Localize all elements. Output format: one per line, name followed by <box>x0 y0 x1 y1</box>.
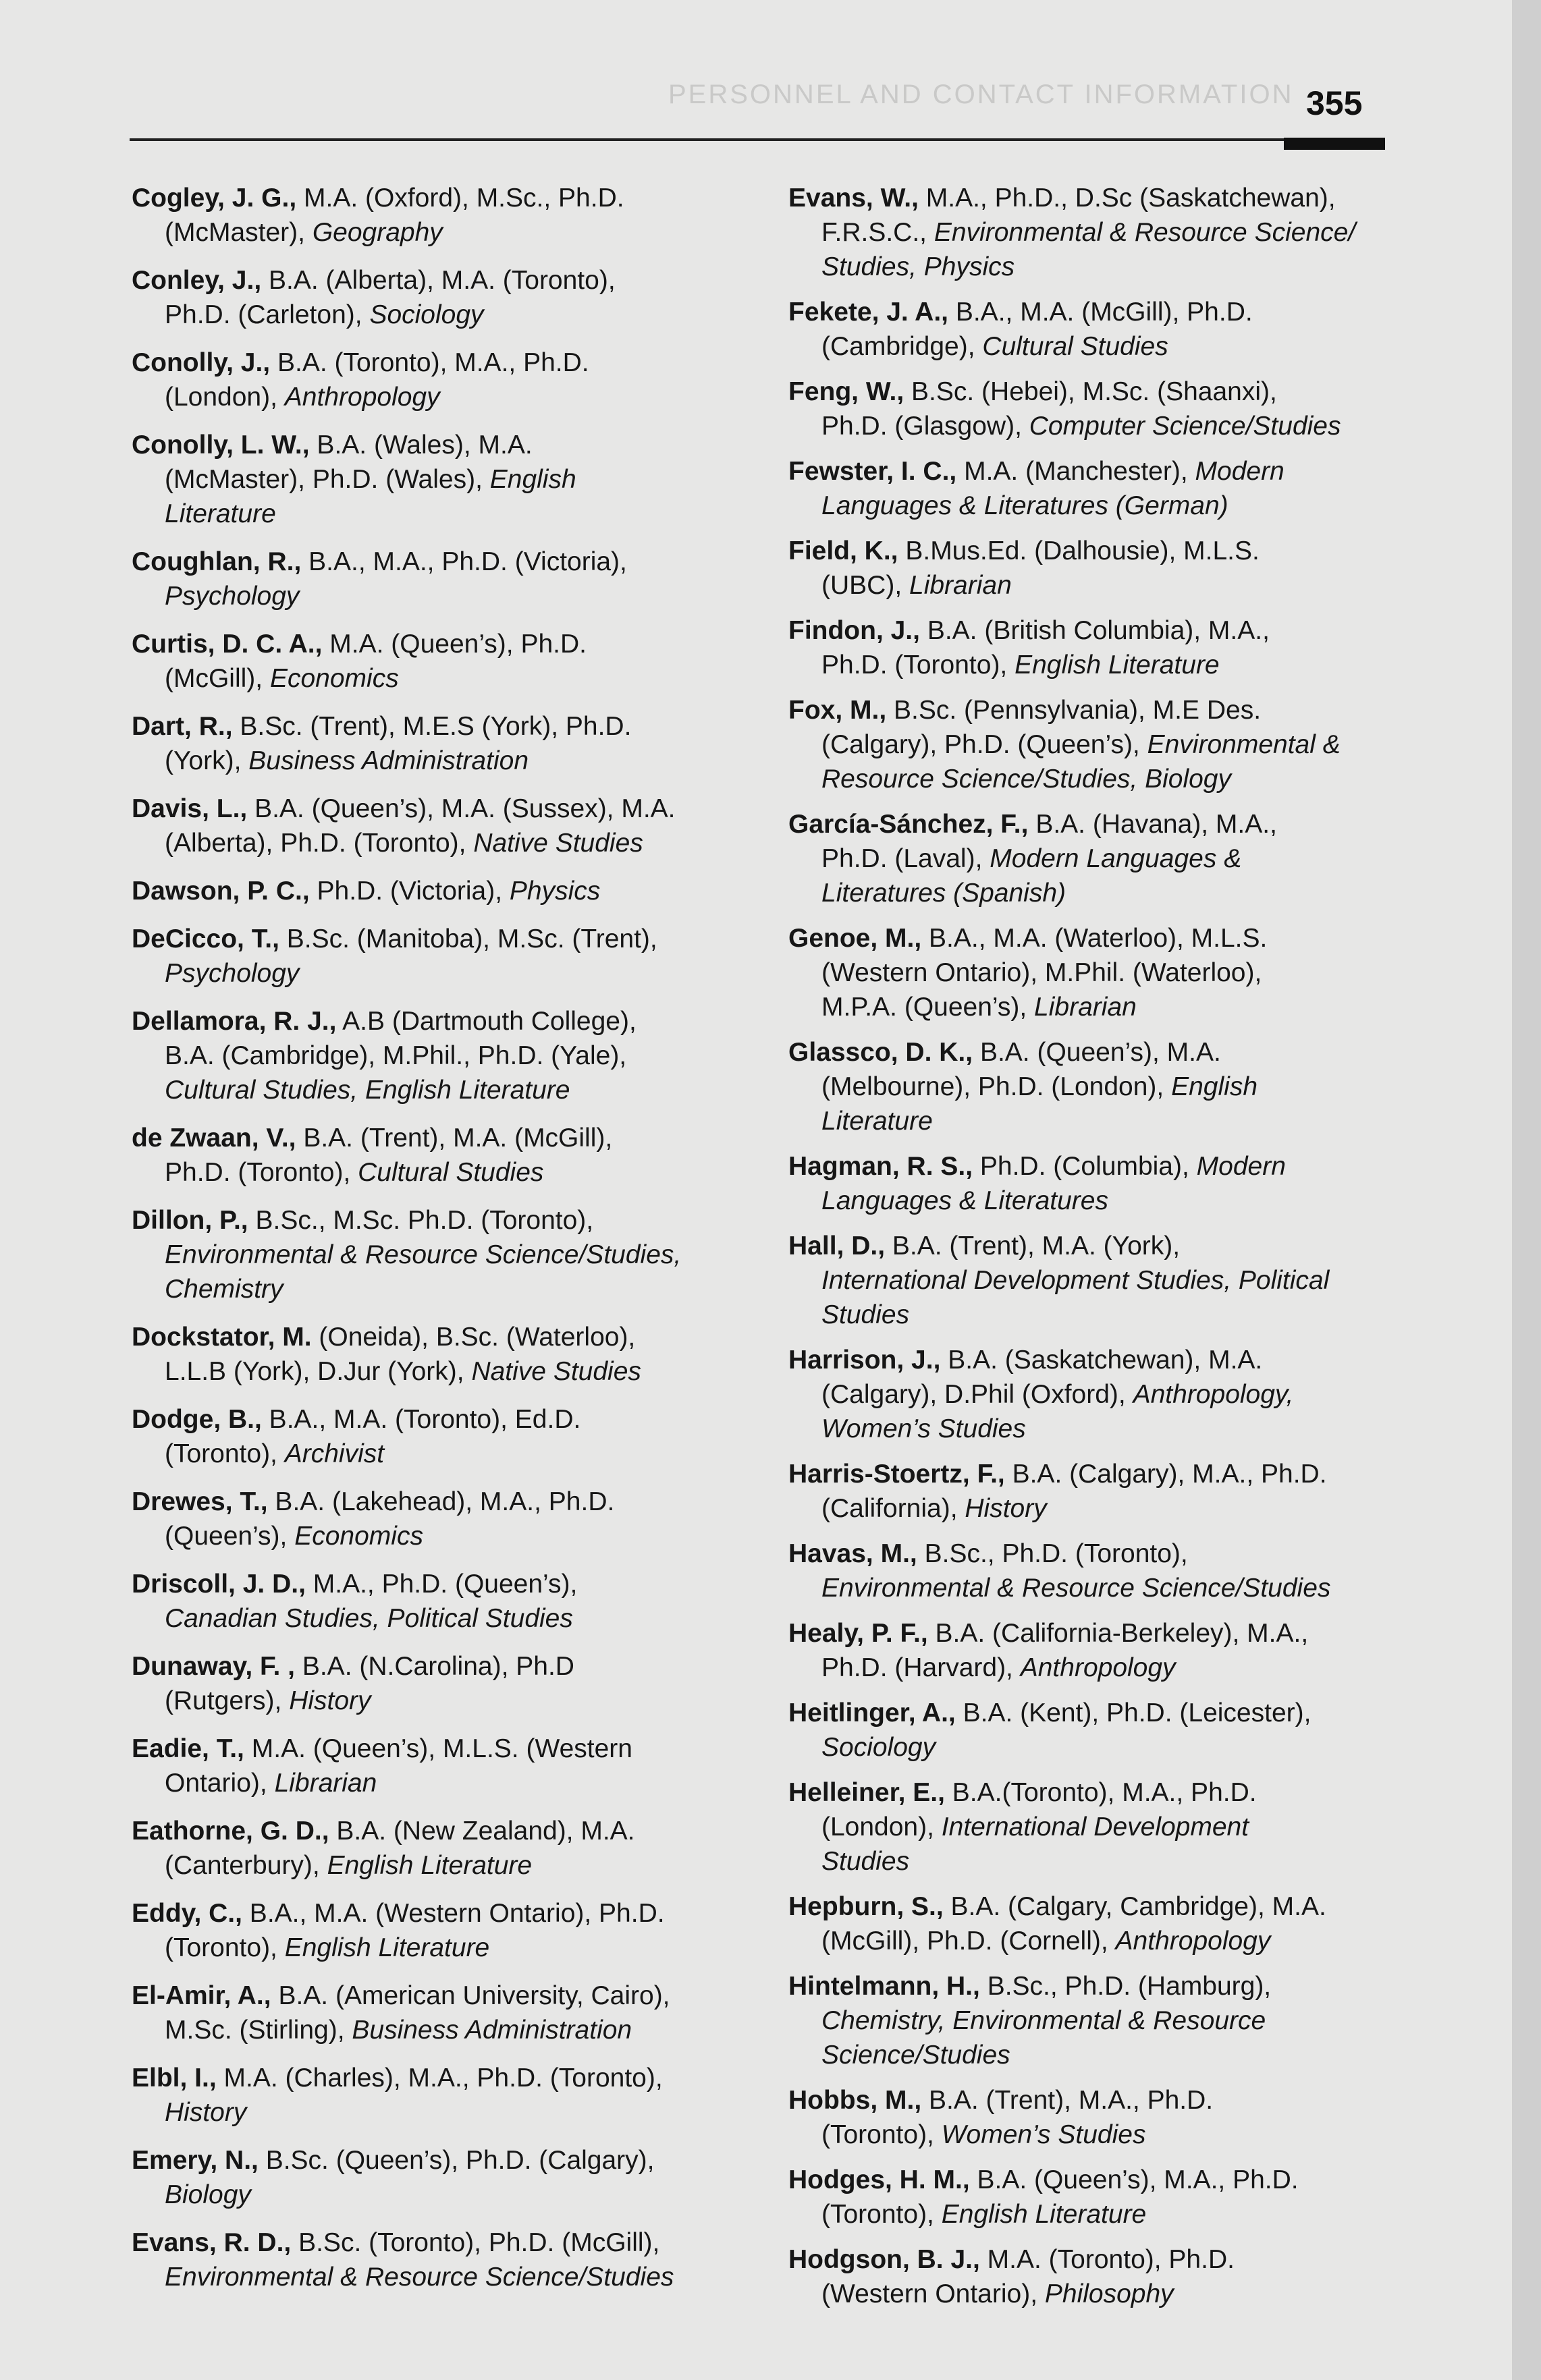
credentials: (Oneida), B.Sc. (Waterloo), L.L.B (York), D.Jur (York), <box>165 1323 636 1386</box>
department: Sociology <box>369 300 484 329</box>
directory-entry <box>132 792 739 860</box>
person-name: Glassco, D. K., <box>788 1038 973 1067</box>
credentials: M.A. (Charles), M.A., Ph.D. (Toronto), <box>223 2064 663 2093</box>
credentials: M.A. (Queen’s), Ph.D. (McGill), <box>165 630 587 693</box>
person-name: Helleiner, E., <box>788 1778 945 1807</box>
directory-entry <box>132 1567 739 1636</box>
directory-entry <box>132 428 739 531</box>
person-name: de Zwaan, V., <box>132 1124 296 1153</box>
department: Geography <box>312 218 443 247</box>
credentials: B.A. (British Columbia), M.A., Ph.D. (Toronto), <box>821 616 1270 680</box>
department: Cultural Studies <box>982 332 1168 361</box>
department: Philosophy <box>1044 2279 1174 2308</box>
credentials: B.A., M.A. (Western Ontario), Ph.D. (Toronto), <box>165 1899 665 1962</box>
credentials: B.A. (Queen’s), M.A., Ph.D. (Toronto), <box>821 2165 1299 2229</box>
person-name: Drewes, T., <box>132 1487 268 1516</box>
person-name: García-Sánchez, F., <box>788 810 1029 839</box>
directory-entry <box>788 1035 1396 1138</box>
directory-entry <box>788 1696 1396 1765</box>
department: Modern Languages & Literatures (Spanish) <box>821 844 1242 908</box>
directory-entry <box>132 1004 739 1107</box>
department: English Literature <box>327 1851 533 1880</box>
directory-entry <box>132 922 739 991</box>
credentials: B.A. (Calgary), M.A., Ph.D. (California), <box>821 1460 1327 1523</box>
person-name: Dockstator, M. <box>132 1323 312 1352</box>
person-name: Healy, P. F., <box>788 1619 928 1648</box>
credentials: M.A., Ph.D., D.Sc (Saskatchewan), F.R.S.C., <box>821 184 1336 247</box>
credentials: B.A.(Toronto), M.A., Ph.D. (London), <box>821 1778 1257 1842</box>
department: Computer Science/Studies <box>1029 412 1341 441</box>
credentials: B.A. (Trent), M.A., Ph.D. (Toronto), <box>821 2086 1214 2149</box>
directory-entry <box>132 1896 739 1965</box>
directory-entry <box>132 1121 739 1190</box>
directory-entry <box>132 709 739 778</box>
credentials: B.A. (California-Berkeley), M.A., Ph.D. (Harvard), <box>821 1619 1309 1682</box>
credentials: B.A. (Calgary, Cambridge), M.A. (McGill), Ph.D. (Cornell), <box>821 1892 1326 1956</box>
department: Environmental & Resource Science/Studies <box>821 1574 1331 1603</box>
credentials: B.A. (Lakehead), M.A., Ph.D. (Queen’s), <box>165 1487 615 1551</box>
department: Librarian <box>1034 993 1137 1022</box>
department: Physics <box>509 877 601 906</box>
person-name: Hobbs, M., <box>788 2086 922 2115</box>
credentials: B.A. (Kent), Ph.D. (Leicester), <box>963 1698 1312 1727</box>
credentials: B.A. (N.Carolina), Ph.D (Rutgers), <box>165 1652 574 1715</box>
person-name: Eadie, T., <box>132 1734 244 1763</box>
person-name: Havas, M., <box>788 1539 917 1568</box>
bleed-through-header: PERSONNEL AND CONTACT INFORMATION <box>668 80 1294 109</box>
credentials: M.A. (Queen’s), M.L.S. (Western Ontario), <box>165 1734 632 1798</box>
person-name: Conolly, L. W., <box>132 431 310 460</box>
directory-entry <box>788 454 1396 523</box>
person-name: Cogley, J. G., <box>132 184 297 213</box>
department: Business Administration <box>352 2016 632 2045</box>
directory-entry <box>132 345 739 414</box>
person-name: Dart, R., <box>132 712 233 741</box>
person-name: Genoe, M., <box>788 924 922 953</box>
department: Anthropology <box>1115 1927 1271 1956</box>
header-rule <box>130 138 1385 141</box>
person-name: Hodgson, B. J., <box>788 2245 980 2274</box>
credentials: B.Mus.Ed. (Dalhousie), M.L.S. (UBC), <box>821 536 1260 600</box>
person-name: Fewster, I. C., <box>788 457 957 486</box>
directory-entry <box>788 2242 1396 2311</box>
credentials: B.A. (American University, Cairo), M.Sc. (Stirling), <box>165 1981 670 2045</box>
person-name: Emery, N., <box>132 2146 259 2175</box>
department: English Literature <box>165 465 576 528</box>
person-name: Hintelmann, H., <box>788 1972 980 2001</box>
credentials: B.A., M.A., Ph.D. (Victoria), <box>308 547 627 576</box>
directory-entry <box>132 627 739 696</box>
directory-entry <box>788 375 1396 443</box>
person-name: Curtis, D. C. A., <box>132 630 323 659</box>
credentials: M.A. (Manchester), <box>956 457 1195 486</box>
directory-entry <box>132 874 739 908</box>
person-name: Dunaway, F. , <box>132 1652 295 1681</box>
person-name: Hagman, R. S., <box>788 1152 973 1181</box>
department: Biology <box>165 2180 251 2209</box>
department: Environmental & Resource Science/Studies, Chemistry <box>165 1240 682 1304</box>
directory-entry <box>132 181 739 250</box>
department: Native Studies <box>471 1357 641 1386</box>
credentials: B.A., M.A. (McGill), Ph.D. (Cambridge), <box>821 298 1253 361</box>
department: Canadian Studies, Political Studies <box>165 1604 573 1633</box>
directory-entry <box>788 1537 1396 1605</box>
directory-entry <box>132 1814 739 1883</box>
department: History <box>165 2098 247 2127</box>
person-name: Conolly, J., <box>132 348 271 377</box>
directory-entry <box>132 2225 739 2294</box>
department: Psychology <box>165 959 300 988</box>
directory-entry <box>788 2163 1396 2232</box>
directory-entry <box>788 1969 1396 2072</box>
directory-entry <box>132 545 739 613</box>
credentials: A.B (Dartmouth College), B.A. (Cambridge), M.Phil., Ph.D. (Yale), <box>165 1007 637 1070</box>
person-name: Dillon, P., <box>132 1206 248 1235</box>
credentials: B.A. (Queen’s), M.A. (Sussex), M.A. (Alberta), Ph.D. (Toronto), <box>165 794 676 858</box>
credentials: B.A., M.A. (Waterloo), M.L.S. (Western Ontario), M.Phil. (Waterloo), M.P.A. (Queen’s), <box>821 924 1268 1022</box>
directory-entry <box>788 1775 1396 1879</box>
directory-entry <box>788 2083 1396 2152</box>
directory-entry <box>132 1485 739 1553</box>
credentials: B.A., M.A. (Toronto), Ed.D. (Toronto), <box>165 1405 581 1468</box>
person-name: Hepburn, S., <box>788 1892 944 1921</box>
person-name: Dellamora, R. J., <box>132 1007 337 1036</box>
department: English Literature <box>284 1933 490 1962</box>
credentials: B.Sc. (Queen’s), Ph.D. (Calgary), <box>265 2146 655 2175</box>
person-name: Field, K., <box>788 536 898 565</box>
department: Environmental & Resource Science/ Studies, Physics <box>821 218 1356 281</box>
person-name: Dawson, P. C., <box>132 877 310 906</box>
person-name: Elbl, I., <box>132 2064 217 2093</box>
directory-entry <box>788 693 1396 796</box>
credentials: B.Sc., Ph.D. (Toronto), <box>924 1539 1188 1568</box>
credentials: B.Sc. (Hebei), M.Sc. (Shaanxi), Ph.D. (Glasgow), <box>821 377 1277 441</box>
person-name: Eathorne, G. D., <box>132 1817 329 1846</box>
directory-entry <box>132 1402 739 1471</box>
directory-entry <box>132 1649 739 1718</box>
directory-entry <box>788 181 1396 284</box>
person-name: Hodges, H. M., <box>788 2165 970 2194</box>
credentials: Ph.D. (Victoria), <box>309 877 510 906</box>
department: English Literature <box>821 1072 1258 1136</box>
department: History <box>289 1686 371 1715</box>
credentials: M.A. (Toronto), Ph.D. (Western Ontario), <box>821 2245 1235 2308</box>
directory-entry <box>788 807 1396 910</box>
left-column <box>132 181 739 2294</box>
directory-entry <box>788 1457 1396 1526</box>
department: Economics <box>294 1522 423 1551</box>
department: International Development Studies, Political Studies <box>821 1266 1330 1329</box>
directory-entry <box>788 1229 1396 1332</box>
person-name: Davis, L., <box>132 794 248 823</box>
credentials: B.A. (Queen’s), M.A. (Melbourne), Ph.D. (London), <box>821 1038 1221 1101</box>
department: Cultural Studies <box>358 1158 544 1187</box>
person-name: Evans, R. D., <box>132 2228 292 2257</box>
credentials: B.Sc. (Trent), M.E.S (York), Ph.D. (York), <box>165 712 632 775</box>
department: Psychology <box>165 582 300 611</box>
person-name: Fox, M., <box>788 696 887 725</box>
directory-entry <box>788 534 1396 603</box>
credentials: B.A. (Toronto), M.A., Ph.D. (London), <box>165 348 589 412</box>
credentials: B.A. (Havana), M.A., Ph.D. (Laval), <box>821 810 1277 873</box>
department: Native Studies <box>473 829 643 858</box>
directory-entry <box>788 1149 1396 1218</box>
directory-entry <box>788 295 1396 364</box>
department: Women’s Studies <box>941 2120 1146 2149</box>
credentials: B.A. (New Zealand), M.A. (Canterbury), <box>165 1817 635 1880</box>
department: Anthropology <box>1020 1653 1176 1682</box>
credentials: B.Sc. (Manitoba), M.Sc. (Trent), <box>286 924 657 953</box>
right-column <box>788 181 1396 2311</box>
department: International Development Studies <box>821 1812 1249 1876</box>
credentials: B.A. (Wales), M.A. (McMaster), Ph.D. (Wales), <box>165 431 533 494</box>
person-name: Harris-Stoertz, F., <box>788 1460 1005 1489</box>
credentials: B.Sc. (Pennsylvania), M.E Des. (Calgary), Ph.D. (Queen’s), <box>821 696 1262 759</box>
credentials: M.A., Ph.D. (Queen’s), <box>313 1570 578 1599</box>
department: Modern Languages & Literatures <box>821 1152 1286 1215</box>
person-name: Fekete, J. A., <box>788 298 948 327</box>
credentials: M.A. (Oxford), M.Sc., Ph.D. (McMaster), <box>165 184 624 247</box>
directory-entry <box>132 1320 739 1389</box>
credentials: Ph.D. (Columbia), <box>973 1152 1197 1181</box>
department: Anthropology <box>284 383 440 412</box>
person-name: DeCicco, T., <box>132 924 279 953</box>
person-name: Coughlan, R., <box>132 547 302 576</box>
person-name: Feng, W., <box>788 377 904 406</box>
directory-entry <box>788 1616 1396 1685</box>
credentials: B.Sc. (Toronto), Ph.D. (McGill), <box>298 2228 660 2257</box>
directory-entry <box>132 1978 739 2047</box>
page-number: 355 <box>1306 84 1363 122</box>
person-name: Hall, D., <box>788 1231 886 1261</box>
directory-entry <box>132 1732 739 1800</box>
department: Modern Languages & Literatures (German) <box>821 457 1285 520</box>
person-name: Dodge, B., <box>132 1405 262 1434</box>
directory-entry <box>788 1343 1396 1446</box>
person-name: Conley, J., <box>132 266 262 295</box>
department: English Literature <box>941 2200 1147 2229</box>
credentials: B.A. (Saskatchewan), M.A. (Calgary), D.Phil (Oxford), <box>821 1346 1263 1409</box>
person-name: Heitlinger, A., <box>788 1698 956 1727</box>
credentials: B.Sc., Ph.D. (Hamburg), <box>987 1972 1272 2001</box>
credentials: B.A. (Alberta), M.A. (Toronto), Ph.D. (Carleton), <box>165 266 616 329</box>
department: Archivist <box>284 1439 385 1468</box>
department: History <box>965 1494 1047 1523</box>
directory-entry <box>788 613 1396 682</box>
directory-entry <box>788 921 1396 1024</box>
person-name: Eddy, C., <box>132 1899 242 1928</box>
person-name: Evans, W., <box>788 184 919 213</box>
department: Economics <box>269 664 399 693</box>
department: Business Administration <box>248 746 529 775</box>
department: Librarian <box>909 571 1012 600</box>
person-name: Findon, J., <box>788 616 920 645</box>
directory-entry <box>788 1889 1396 1958</box>
department: Environmental & Resource Science/Studies <box>165 2263 674 2292</box>
person-name: El-Amir, A., <box>132 1981 271 2010</box>
directory-entry <box>132 2143 739 2212</box>
directory-entry <box>132 2061 739 2130</box>
directory-entry <box>132 1203 739 1306</box>
department: Cultural Studies, English Literature <box>165 1076 570 1105</box>
department: Sociology <box>821 1733 936 1762</box>
directory-entry <box>132 263 739 332</box>
credentials: B.Sc., M.Sc. Ph.D. (Toronto), <box>255 1206 594 1235</box>
department: Librarian <box>274 1769 377 1798</box>
credentials: B.A. (Trent), M.A. (York), <box>892 1231 1181 1261</box>
header-rule-block <box>1284 138 1385 150</box>
person-name: Driscoll, J. D., <box>132 1570 306 1599</box>
department: Environmental & Resource Science/Studies, Biology <box>821 730 1341 794</box>
department: English Literature <box>1015 651 1220 680</box>
page-edge <box>1512 0 1541 2380</box>
department: Chemistry, Environmental & Resource Science/Studies <box>821 2006 1266 2070</box>
credentials: B.A. (Trent), M.A. (McGill), Ph.D. (Toronto), <box>165 1124 613 1187</box>
department: Anthropology, Women’s Studies <box>821 1380 1294 1443</box>
person-name: Harrison, J., <box>788 1346 941 1375</box>
